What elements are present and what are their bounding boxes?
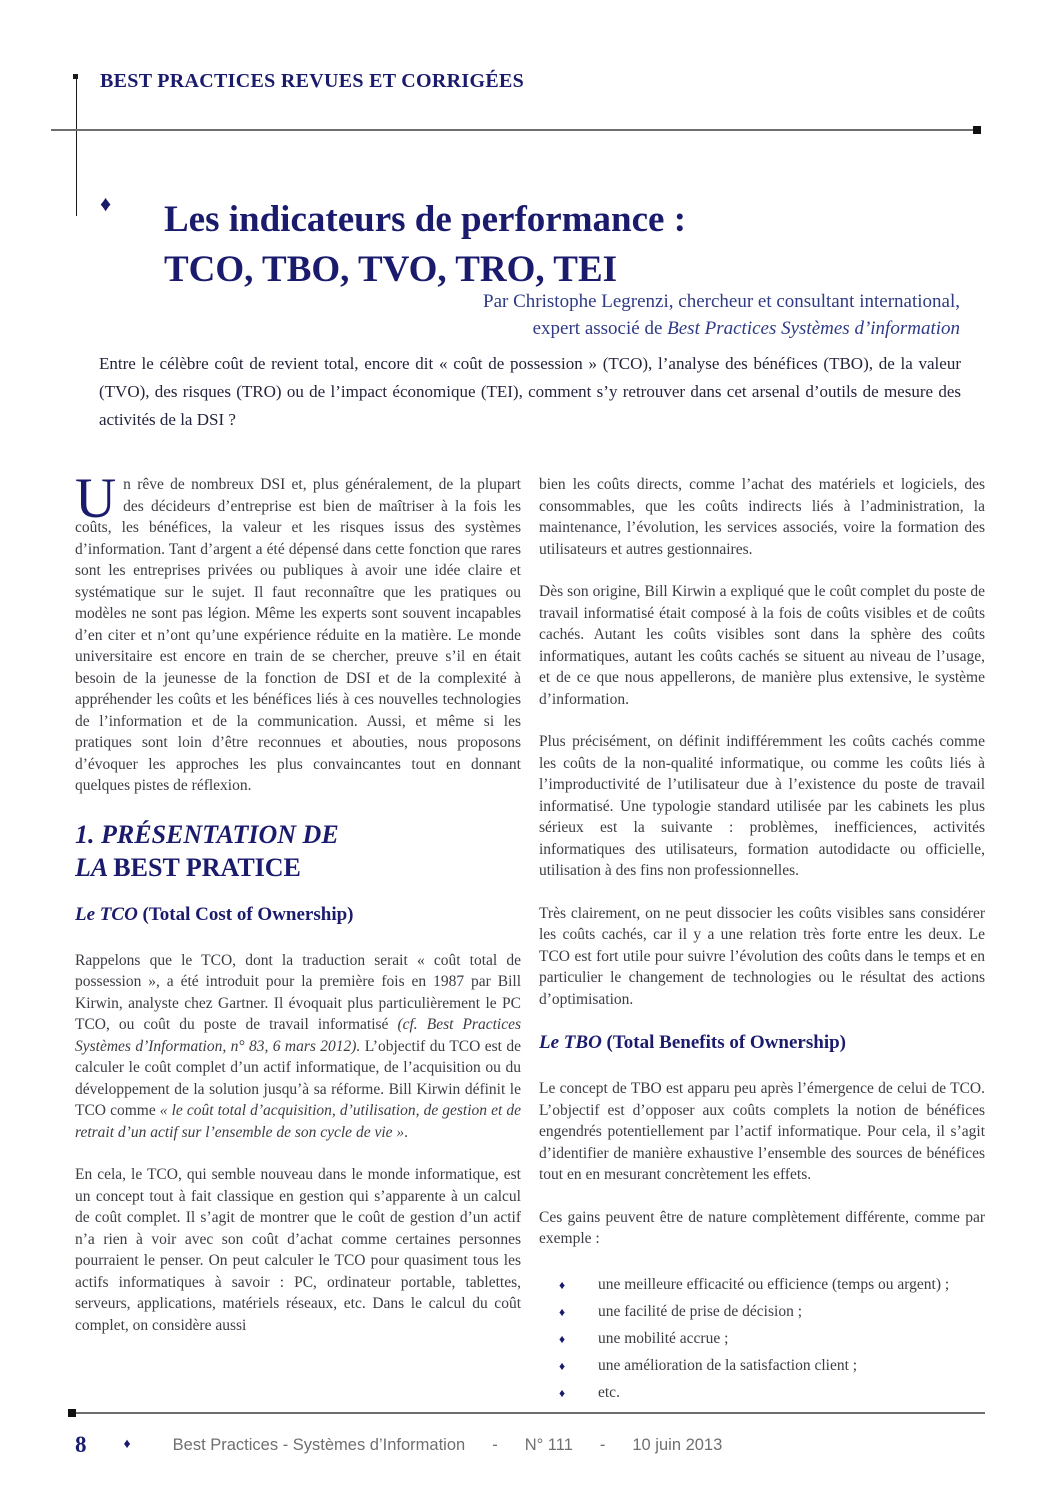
footer-separator: - <box>492 1435 498 1454</box>
body-paragraph <box>75 950 521 1144</box>
byline-line2-prefix: expert associé de <box>532 318 668 339</box>
byline <box>320 288 960 342</box>
top-horizontal-rule <box>51 129 976 131</box>
body-paragraph: Le concept de TBO est apparu peu après l’émergence de celui de TCO. L’objectif est d’opposer aux coûts complets la notion de bénéfices engendrés potentiellement par l’actif informatique. Pour cela, il s’agit d’identifier de manière exhaustive l’ensemble des sources de bénéfices tout en en mesurant concrètement les effets. <box>539 1080 985 1183</box>
body-paragraph <box>75 474 521 797</box>
citation-italic: (cf. Best Practices Systèmes d’Information, n° 83, 6 mars 2012). <box>75 1016 521 1055</box>
tbo-subheading-expansion: (Total Benefits of Ownership) <box>601 1032 846 1053</box>
page-footer <box>75 1432 975 1458</box>
footer-diamond-icon: ♦ <box>123 1437 131 1452</box>
tbo-subheading <box>539 1031 985 1055</box>
article-title-line1: Les indicateurs de performance : <box>164 198 687 240</box>
paragraph-text: . <box>404 1123 409 1141</box>
diamond-bullet-icon: ♦ <box>559 1331 566 1346</box>
left-column <box>75 474 521 1407</box>
dropcap: U <box>75 474 117 530</box>
article-title-line2: TCO, TBO, TVO, TRO, TEI <box>164 248 618 290</box>
body-paragraph: bien les coûts directs, comme l’achat des matériels et logiciels, des consommables, que les coûts indirects liés à l’administration, la maintenance, l’évolution, les services associés, voire la formation des utilisateurs et autres gestionnaires. <box>539 476 985 558</box>
benefit-text: une meilleure efficacité ou efficience (temps ou argent) ; <box>598 1275 950 1293</box>
intro-paragraph: Entre le célèbre coût de revient total, encore dit « coût de possession » (TCO), l’analyse des bénéfices (TBO), de la valeur (TVO), des risques (TRO) ou de l’impact économique (TEI), comment s’y retrouver dans cet arsenal d’outils de mesure des activités de la DSI ? <box>99 354 961 429</box>
diamond-bullet-icon: ♦ <box>559 1358 566 1373</box>
tco-subheading <box>75 903 521 927</box>
benefit-list-item <box>539 1298 985 1325</box>
benefit-text: etc. <box>598 1383 620 1401</box>
body-paragraph: Dès son origine, Bill Kirwin a expliqué que le coût complet du poste de travail informatisé était composé à la fois de coûts visibles et de coûts cachés. Autant les coûts visibles sont dans la sphère des coûts informatiques, autant les coûts cachés se situent au niveau de l’usage, et de ce que nous appellerons, de manière plus extensive, le système d’information. <box>539 583 985 708</box>
benefit-text: une amélioration de la satisfaction client ; <box>598 1356 858 1374</box>
rule-end-square <box>73 74 78 79</box>
decorative-vertical-rule <box>76 76 77 216</box>
paragraph-text: L’objectif du TCO est de calculer le coût complet d’un actif informatique, de l’acquisition ou du développement de la solution jusqu’à sa réforme. Bill Kirwin définit le TCO comme <box>75 1037 521 1119</box>
section-heading-line1: 1. PRÉSENTATION DE <box>75 819 339 849</box>
footer-horizontal-rule <box>72 1412 985 1414</box>
rule-end-square <box>68 1409 76 1417</box>
benefit-list-item <box>539 1325 985 1352</box>
diamond-bullet-icon: ♦ <box>559 1304 566 1319</box>
byline-publication-name: Best Practices Systèmes d’information <box>667 318 960 339</box>
section-kicker: BEST PRACTICES REVUES ET CORRIGÉES <box>100 70 525 92</box>
footer-separator: - <box>599 1435 606 1454</box>
footer-date: 10 juin 2013 <box>632 1435 723 1454</box>
benefit-text: une mobilité accrue ; <box>598 1329 729 1347</box>
paragraph-text: Rappelons que le TCO, dont la traduction serait « coût total de possession », a été introduit pour la première fois en 1987 par Bill Kirwin, analyste chez Gartner. Il évoquait plus particulièrement le PC TCO, ou coût du poste de travail informatisé <box>75 951 521 1033</box>
body-paragraph: Plus précisément, on définit indifféremment les coûts cachés comme les coûts de la non-qualité informatique, ou comme les coûts liés à l’improductivité de l’utilisateur due à l’existence du poste de travail informatisé. Une typologie standard utilisée par les cabinets les plus sérieux est la suivante : problèmes, inefficiences, activités informatiques des utilisateurs, formation autodidacte ou officielle, utilisation à des fins non professionnelles. <box>539 733 985 879</box>
footer-publication: Best Practices - Systèmes d’Information <box>172 1435 466 1454</box>
tco-subheading-acronym: Le TCO <box>75 903 138 925</box>
paragraph-text: n rêve de nombreux DSI et, plus généralement, de la plupart des décideurs d’entreprise est bien de maîtriser à la fois les coûts, les bénéfices, la valeur et les risques issus des systèmes d’information. Tant d’argent a été dépensé dans cette fonction que rares sont les entreprises privées ou publiques à avoir une idée claire et systématique sur le sujet. Il faut reconnaître que les pratiques ou modèles ne sont pas légion. Même les experts sont souvent incapables d’en citer et n’ont qu’une expérience réduite en la matière. Le monde universitaire est encore en train de se chercher, preuve s’il en était besoin de la jeunesse de la fonction de DSI et de la complexité à appréhender les coûts et les bénéfices liés à ces nouvelles technologies de l’information et de la communication. Aussi, et même si les pratiques sont loin d’être reconnues et abouties, nous proposons d’évoquer les approches les plus convaincantes tout en donnant quelques pistes de réflexion. <box>75 476 521 794</box>
diamond-bullet-icon: ♦ <box>559 1277 566 1292</box>
title-diamond-icon: ♦ <box>100 191 112 216</box>
right-column <box>539 474 985 1407</box>
footer-issue: N° 111 <box>524 1435 573 1454</box>
body-paragraph: Ces gains peuvent être de nature complètement différente, comme par exemple : <box>539 1208 985 1247</box>
body-paragraph: Très clairement, on ne peut dissocier les coûts visibles sans considérer les coûts cachés, car il y a une relation très forte entre les deux. Le TCO est fort utile pour suivre l’évolution des coûts dans le temps et en particulier le changement de technologies ou le résultat des actions d’optimisation. <box>539 904 985 1008</box>
benefits-list <box>539 1271 985 1406</box>
byline-line1: Par Christophe Legrenzi, chercheur et consultant international, <box>483 291 960 312</box>
section-heading-line2-italic: LA <box>75 852 114 882</box>
benefit-list-item <box>539 1352 985 1379</box>
section-heading <box>75 818 521 884</box>
tco-subheading-expansion: (Total Cost of Ownership) <box>137 903 354 925</box>
page-number: 8 <box>75 1432 87 1457</box>
byline-line2 <box>320 315 960 342</box>
benefit-list-item <box>539 1379 985 1406</box>
benefit-text: une facilité de prise de décision ; <box>598 1302 803 1320</box>
benefit-list-item <box>539 1271 985 1298</box>
diamond-bullet-icon: ♦ <box>559 1385 566 1400</box>
quote-italic: « le coût total d’acquisition, d’utilisation, de gestion et de retrait d’un actif sur l’ensemble de son cycle de vie » <box>75 1102 521 1141</box>
body-paragraph: En cela, le TCO, qui semble nouveau dans le monde informatique, est un concept tout à fait classique en gestion qui s’apparente à un calcul de coût complet. Il s’agit de montrer que le coût de gestion d’un actif n’a rien à voir avec son coût d’achat comme certaines personnes pourraient le penser. On peut calculer le TCO pour quasiment tous les actifs informatiques à savoir : PC, ordinateur portable, tablettes, serveurs, applications, matériels réseaux, etc. Dans le calcul du coût complet, on considère aussi <box>75 1166 521 1334</box>
article-title <box>164 195 984 295</box>
rule-end-square <box>973 126 981 134</box>
tbo-subheading-acronym: Le TBO <box>539 1032 602 1053</box>
section-heading-line2-rest: BEST PRATICE <box>113 852 301 882</box>
